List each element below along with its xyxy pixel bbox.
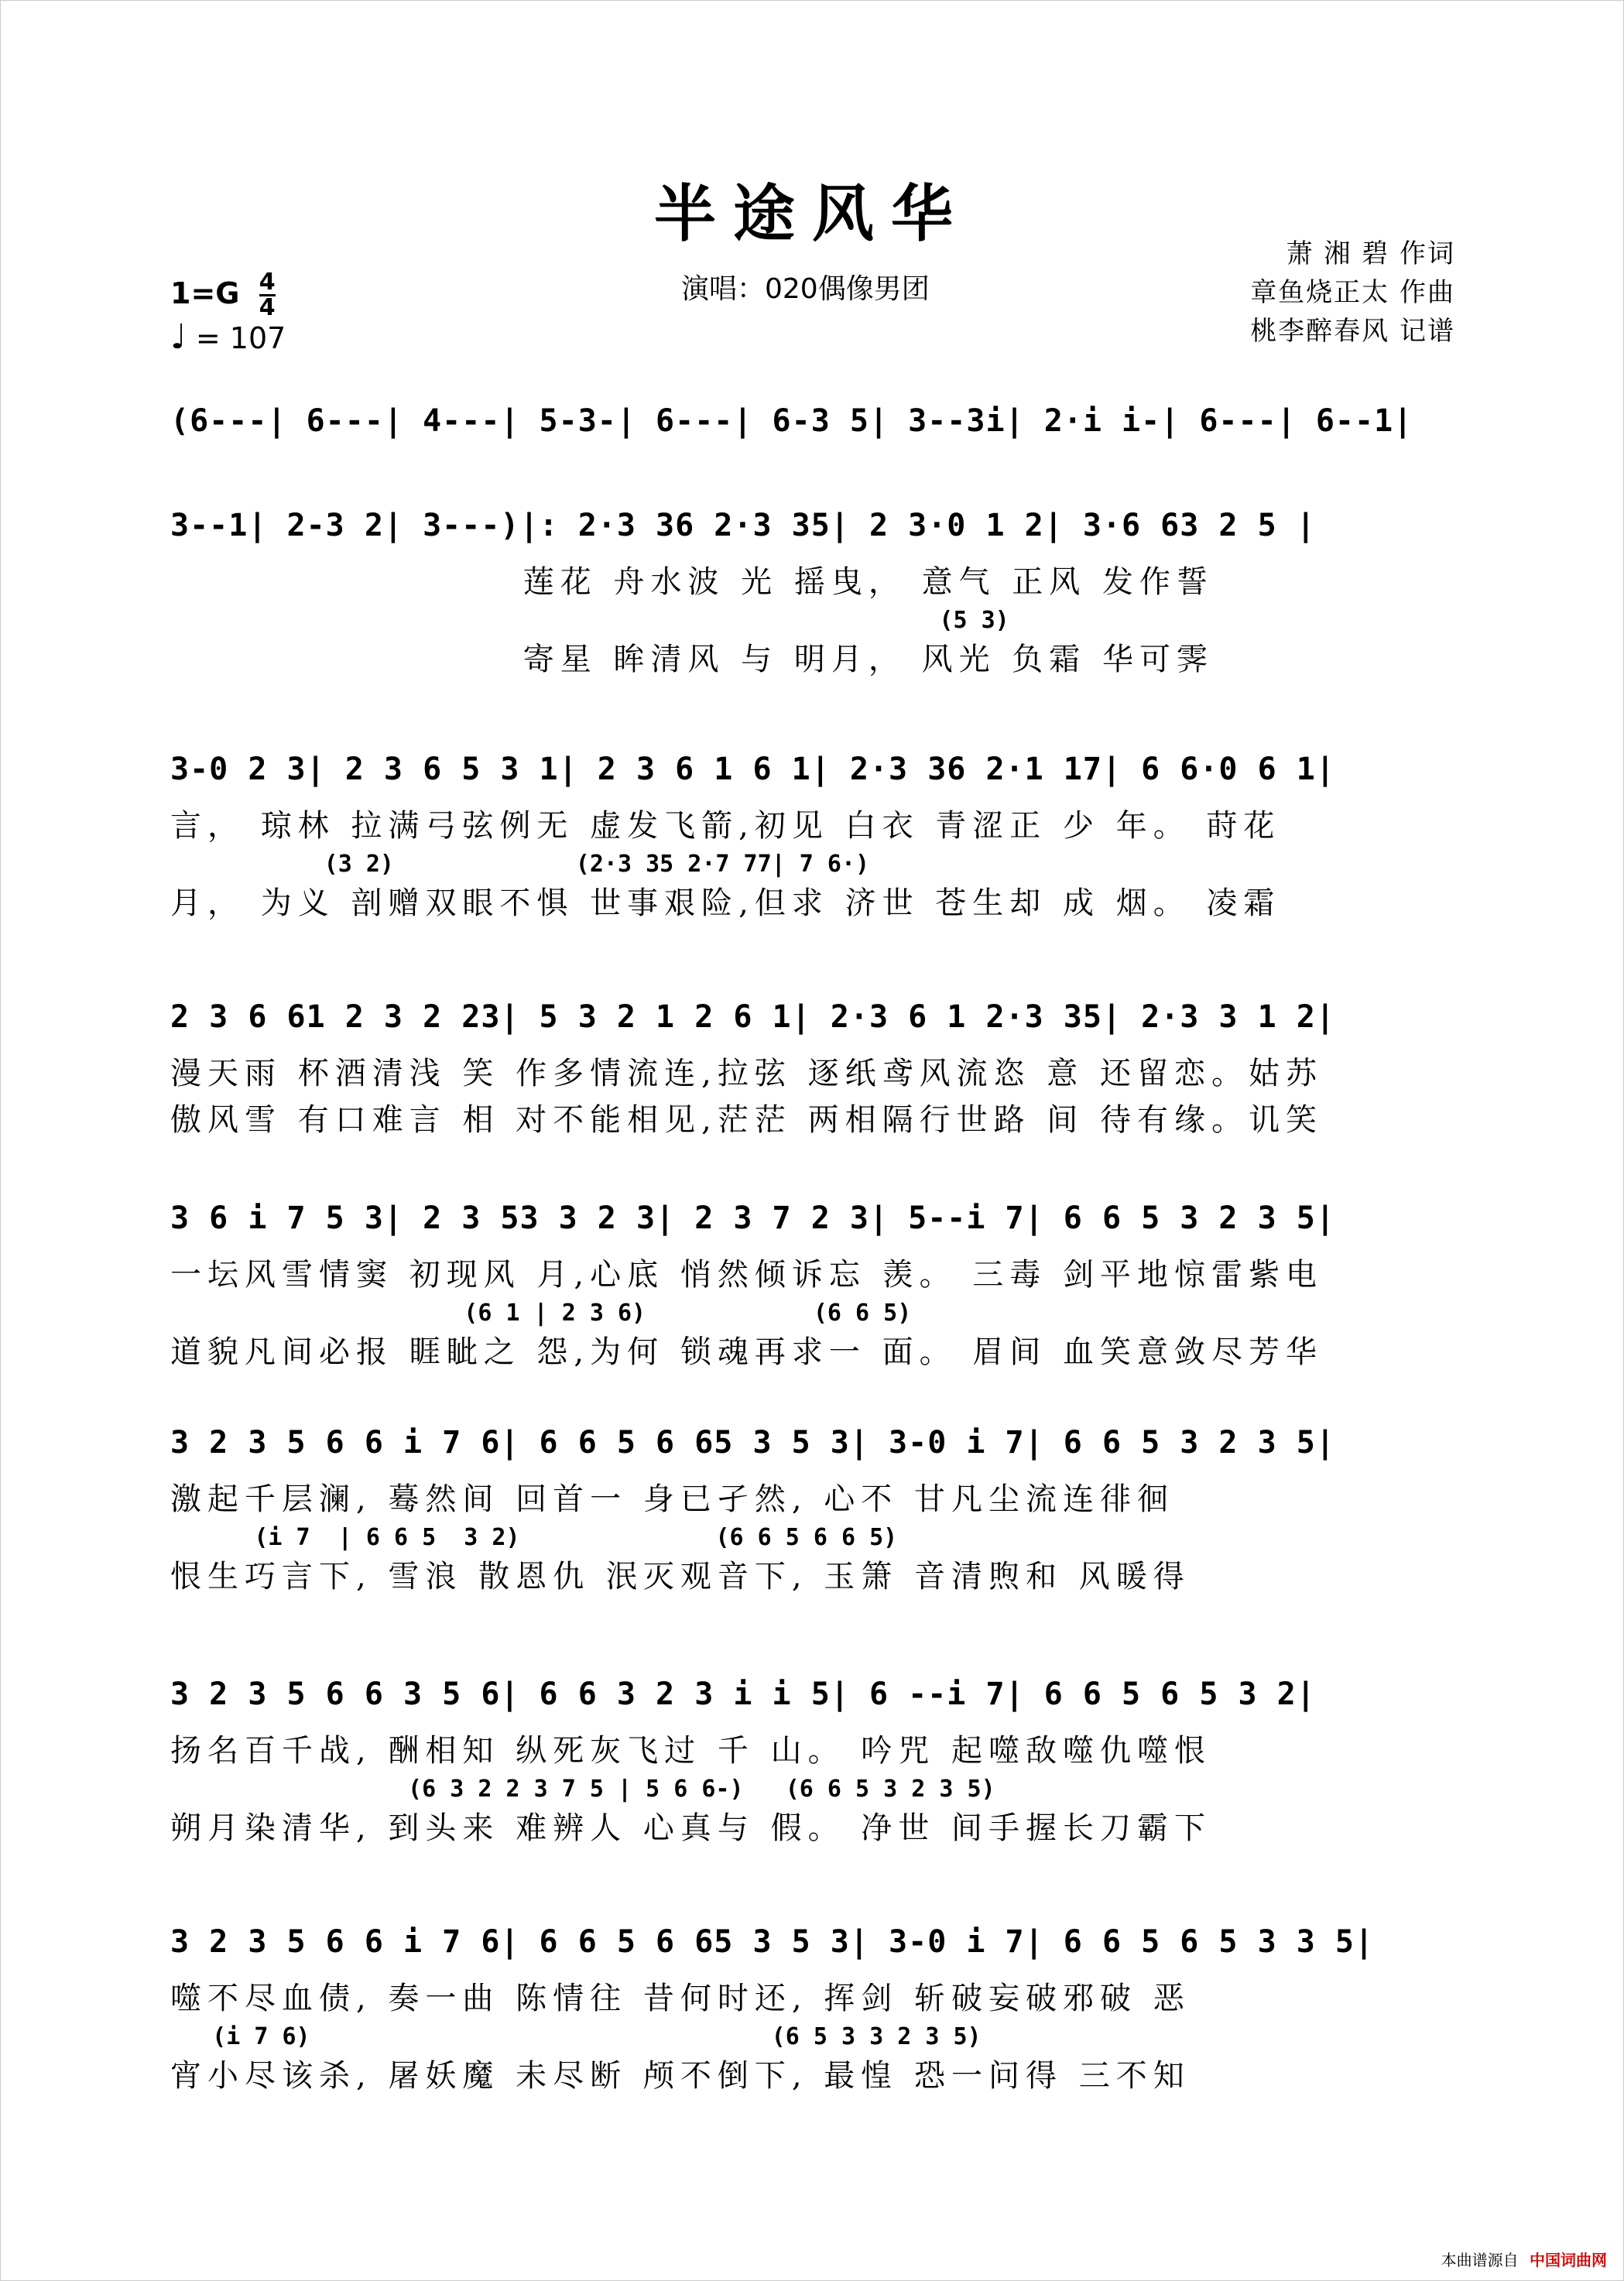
- lyric-line: 漫天雨 杯酒清浅 笑 作多情流连,拉弦 逐纸鸢风流恣 意 还留恋。姑苏: [170, 1056, 1324, 1091]
- time-signature: [259, 271, 276, 320]
- lyric-line: 道貌凡间必报 睚眦之 怨,为何 锁魂再求一 面。 眉间 血笑意敛尽芳华: [170, 1334, 1324, 1370]
- lyric-line: 扬名百千战, 酬相知 纵死灰飞过 千 山。 吟咒 起噬敌噬仇噬恨: [170, 1733, 1212, 1769]
- transcriber-credit: 桃李醉春风 记谱: [1250, 316, 1455, 347]
- singer-credit: 演唱：020偶像男团: [681, 273, 930, 305]
- lyric-line: 激起千层澜, 蓦然间 回首一 身已孑然, 心不 甘凡尘流连徘徊: [170, 1481, 1175, 1517]
- lyric-line: 一坛风雪情窦 初现风 月,心底 悄然倾诉忘 羡。 三毒 剑平地惊雷紫电: [170, 1257, 1324, 1293]
- notation-line: (6---| 6---| 4---| 5-3-| 6---| 6-3 5| 3--3i| 2·i i-| 6---| 6--1|: [170, 403, 1413, 439]
- footer: [1441, 2248, 1607, 2270]
- lyric-line: 月， 为义 剖赠双眼不惧 世事艰险,但求 济世 苍生却 成 烟。 凌霜: [170, 885, 1281, 921]
- notation-line: 3 2 3 5 6 6 i 7 6| 6 6 5 6 65 3 5 3| 3-0 i 7| 6 6 5 3 2 3 5|: [170, 1425, 1335, 1461]
- composer-credit: 章鱼烧正太 作曲: [1250, 277, 1455, 308]
- lyric-line: 傲风雪 有口难言 相 对不能相见,茫茫 两相隔行世路 间 待有缘。讥笑: [170, 1102, 1324, 1138]
- alt-notation: (6 3 2 2 3 7 5 | 5 6 6-) (6 6 5 3 2 3 5): [170, 1776, 995, 1803]
- lyric-line: 噬不尽血债, 奏一曲 陈情往 昔何时还, 挥剑 斩破妄破邪破 恶: [170, 1981, 1191, 2016]
- notation-line: 3 2 3 5 6 6 3 5 6| 6 6 3 2 3 i i 5| 6 --i 7| 6 6 5 6 5 3 2|: [170, 1677, 1316, 1712]
- notation-line: 3 6 i 7 5 3| 2 3 53 3 2 3| 2 3 7 2 3| 5--i 7| 6 6 5 3 2 3 5|: [170, 1200, 1335, 1236]
- notation-line: 3-0 2 3| 2 3 6 5 3 1| 2 3 6 1 6 1| 2·3 36 2·1 17| 6 6·0 6 1|: [170, 752, 1335, 787]
- footer-source-label: 本曲谱源自: [1441, 2251, 1519, 2269]
- lyric-line: 宵小尽该杀, 屠妖魔 未尽断 颅不倒下, 最惶 恐一问得 三不知: [170, 2058, 1191, 2094]
- time-denominator: 4: [259, 294, 276, 321]
- lyric-line: 恨生巧言下, 雪浪 散恩仇 泯灭观音下, 玉箫 音清煦和 风暖得: [170, 1559, 1191, 1594]
- alt-notation: (i 7 | 6 6 5 3 2) (6 6 5 6 6 5): [170, 1524, 898, 1551]
- alt-notation: (5 3): [170, 607, 1009, 634]
- notation-line: 3--1| 2-3 2| 3---)|: 2·3 36 2·3 35| 2 3·0 1 2| 3·6 63 2 5 |: [170, 508, 1316, 543]
- notation-line: 3 2 3 5 6 6 i 7 6| 6 6 5 6 65 3 5 3| 3-0 i 7| 6 6 5 6 5 3 3 5|: [170, 1924, 1375, 1960]
- footer-brand: 中国词曲网: [1530, 2251, 1607, 2269]
- lyric-line: 言， 琼林 拉满弓弦例无 虚发飞箭,初见 白衣 青涩正 少 年。 莳花: [170, 808, 1281, 844]
- alt-notation: (6 1 | 2 3 6) (6 6 5): [170, 1300, 912, 1327]
- lyric-line: 朔月染清华, 到头来 难辨人 心真与 假。 净世 间手握长刀霸下: [170, 1810, 1212, 1846]
- alt-notation: (3 2) (2·3 35 2·7 77| 7 6·): [170, 851, 870, 878]
- notation-line: 2 3 6 61 2 3 2 23| 5 3 2 1 2 6 1| 2·3 6 1 2·3 35| 2·3 3 1 2|: [170, 999, 1335, 1035]
- time-numerator: 4: [259, 269, 276, 296]
- alt-notation: (i 7 6) (6 5 3 3 2 3 5): [170, 2023, 982, 2050]
- lyric-line: 寄星 眸清风 与 明月， 风光 负霜 华可霁: [170, 642, 1215, 677]
- tempo-value: = 107: [195, 321, 286, 355]
- lyric-line: 莲花 舟水波 光 摇曳， 意气 正风 发作誓: [170, 564, 1215, 600]
- tempo-marking: [170, 317, 286, 357]
- quarter-note-icon: ♩: [170, 317, 187, 357]
- song-title: 半途风华: [654, 177, 970, 250]
- lyricist-credit: 萧 湘 碧 作词: [1286, 238, 1455, 269]
- key-text: 1=G: [170, 276, 240, 310]
- key-signature: [170, 271, 276, 320]
